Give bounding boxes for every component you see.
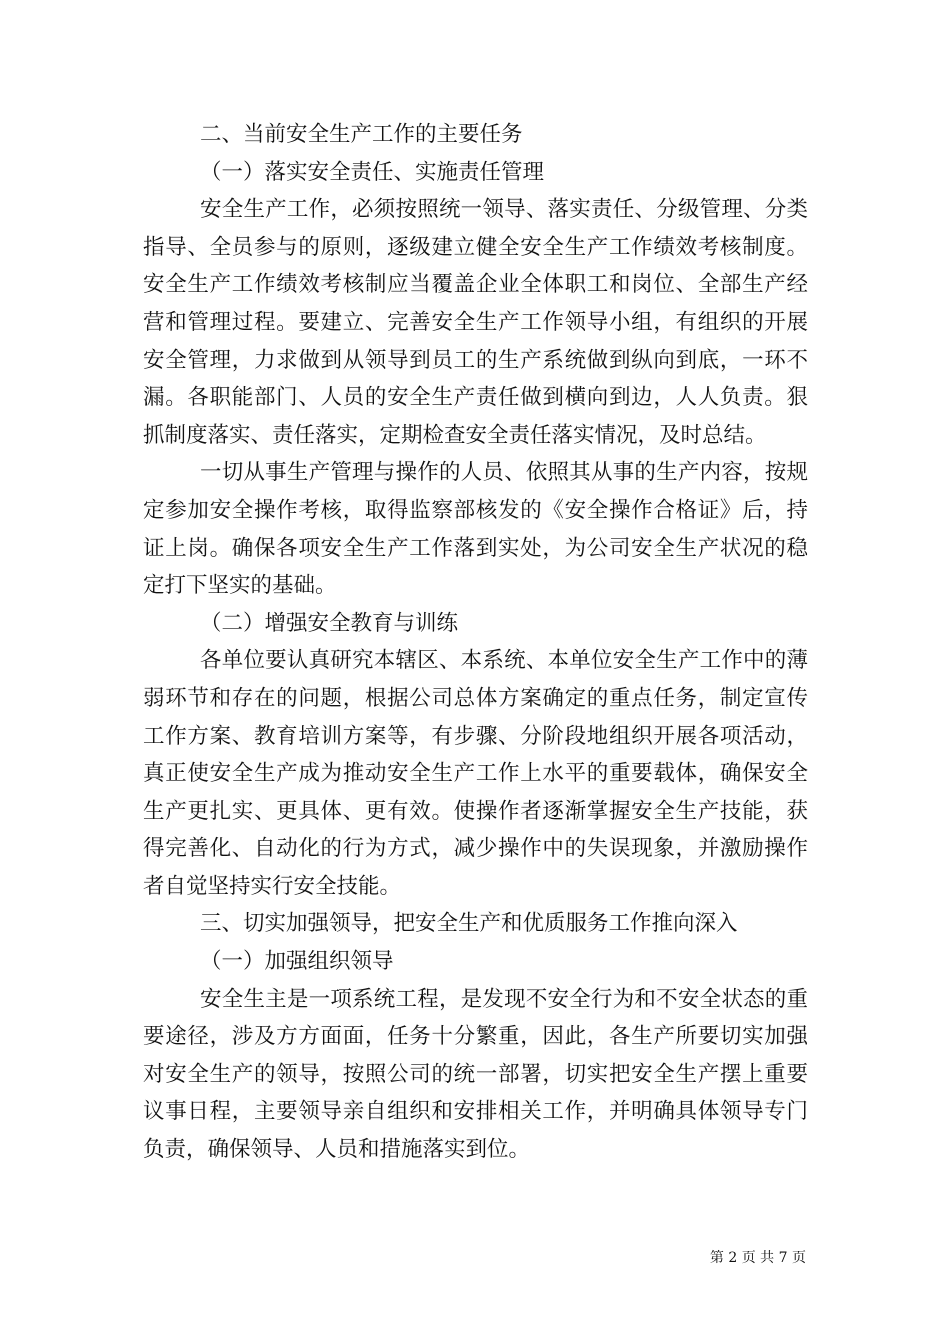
body-paragraph: 安全生主是一项系统工程，是发现不安全行为和不安全状态的重要途径，涉及方方面面，任务十分繁重，因此，各生产所要切实加强对安全生产的领导，按照公司的统一部署，切实把安全生产摆上重要议事日程，主要领导亲自组织和安排相关工作，并明确具体领导专门负责，确保领导、人员和措施落实到位。 [143, 986, 808, 1163]
section-heading: 三、切实加强领导，把安全生产和优质服务工作推向深入 [200, 911, 738, 937]
subsection-heading: （二）增强安全教育与训练 [200, 610, 459, 636]
body-paragraph: 各单位要认真研究本辖区、本系统、本单位安全生产工作中的薄弱环节和存在的问题，根据公司总体方案确定的重点任务，制定宣传工作方案、教育培训方案等，有步骤、分阶段地组织开展各项活动，真正使安全生产成为推动安全生产工作上水平的重要载体，确保安全生产更扎实、更具体、更有效。使操作者逐渐掌握安全生产技能，获得完善化、自动化的行为方式，减少操作中的失误现象，并激励操作者自觉坚持实行安全技能。 [143, 648, 808, 899]
page-number: 第 2 页 共 7 页 [709, 1250, 806, 1266]
subsection-heading: （一）落实安全责任、实施责任管理 [200, 159, 545, 185]
body-paragraph: 一切从事生产管理与操作的人员、依照其从事的生产内容，按规定参加安全操作考核，取得监察部核发的《安全操作合格证》后，持证上岗。确保各项安全生产工作落到实处，为公司安全生产状况的稳定打下坚实的基础。 [143, 460, 808, 599]
body-paragraph: 安全生产工作，必须按照统一领导、落实责任、分级管理、分类指导、全员参与的原则，逐级建立健全安全生产工作绩效考核制度。安全生产工作绩效考核制应当覆盖企业全体职工和岗位、全部生产经营和管理过程。要建立、完善安全生产工作领导小组，有组织的开展安全管理，力求做到从领导到员工的生产系统做到纵向到底，一环不漏。各职能部门、人员的安全生产责任做到横向到边，人人负责。狠抓制度落实、责任落实，定期检查安全责任落实情况，及时总结。 [143, 197, 808, 448]
document-body [143, 116, 808, 1169]
subsection-heading: （一）加强组织领导 [200, 949, 394, 975]
section-heading: 二、当前安全生产工作的主要任务 [200, 122, 523, 147]
